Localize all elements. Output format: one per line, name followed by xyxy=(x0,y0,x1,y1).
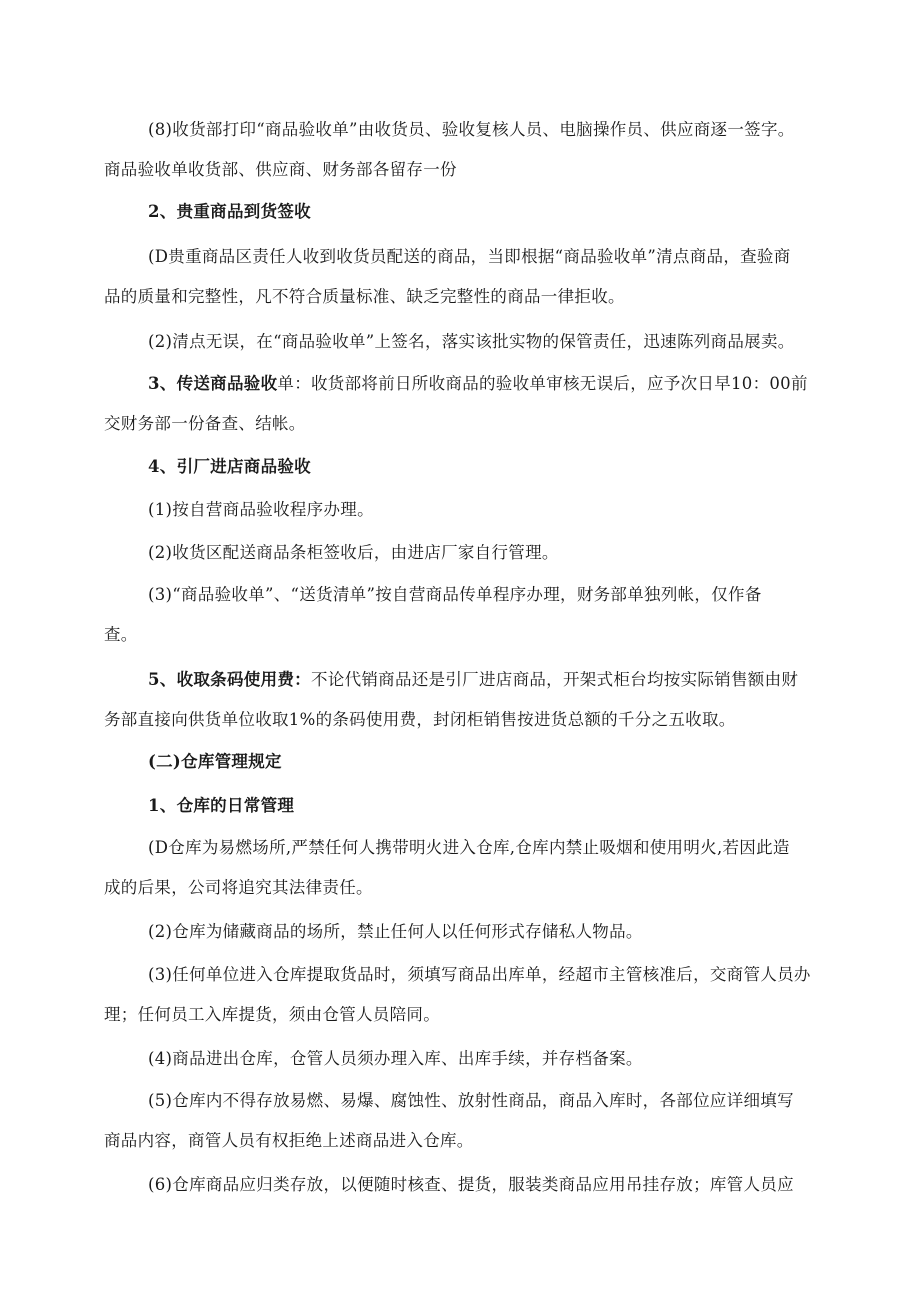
paragraph-outbound-slip xyxy=(104,955,822,1035)
heading-text: 2、贵重商品到货签收 xyxy=(148,202,311,221)
paragraph-barcode-fee xyxy=(104,660,822,740)
text-line: (4)商品进出仓库，仓管人员须办理入库、出库手续，并存档备案。 xyxy=(148,1049,643,1068)
paragraph-valuable-check xyxy=(104,237,822,317)
section-heading-warehouse xyxy=(104,742,822,782)
paragraph-vendor-3 xyxy=(104,575,822,655)
heading-text: 4、引厂进店商品验收 xyxy=(148,457,311,476)
heading-text: 1、仓库的日常管理 xyxy=(148,796,295,815)
lead-rest: 不论代销商品还是引厂进店商品，开架式柜台均按实际销售额由财 xyxy=(310,670,799,689)
text-line: (D贵重商品区责任人收到收货员配送的商品，当即根据“商品验收单”清点商品，查验商 xyxy=(148,247,791,266)
section-heading-valuable-goods xyxy=(104,192,822,232)
paragraph-fire-safety xyxy=(104,828,822,908)
section-heading-daily-management xyxy=(104,786,822,826)
text-line: 务部直接向供货单位收取1%的条码使用费，封闭柜销售按进货总额的千分之五收取。 xyxy=(104,710,736,729)
lead-rest: 单：收货部将前日所收商品的验收单审核无误后，应予次日早10：00前 xyxy=(277,374,808,393)
text-line: (2)收货区配送商品条柜签收后，由进店厂家自行管理。 xyxy=(148,543,559,562)
text-line: 成的后果，公司将追究其法律责任。 xyxy=(104,878,373,897)
text-line: 商品验收单收货部、供应商、财务部各留存一份 xyxy=(104,160,457,179)
text-line: (3)任何单位进入仓库提取货品时，须填写商品出库单，经超市主管核准后，交商管人员办 xyxy=(148,965,811,984)
paragraph-vendor-1 xyxy=(104,490,822,530)
text-line: (6)仓库商品应归类存放，以便随时核查、提货，服装类商品应用吊挂存放；库管人员应 xyxy=(148,1175,794,1194)
paragraph-in-out-records xyxy=(104,1039,822,1079)
lead-text: 5、收取条码使用费： xyxy=(148,670,311,689)
paragraph-transfer-receipt xyxy=(104,364,822,444)
text-line xyxy=(104,660,822,700)
text-line: 品的质量和完整性，凡不符合质量标准、缺乏完整性的商品一律拒收。 xyxy=(104,287,625,306)
section-heading-vendor-goods xyxy=(104,447,822,487)
paragraph-no-private xyxy=(104,912,822,952)
paragraph-receipt-sign xyxy=(104,110,822,190)
text-line: (3)“商品验收单”、“送货清单”按自营商品传单程序办理，财务部单独列帐，仅作备 xyxy=(148,585,762,604)
text-line: (5)仓库内不得存放易燃、易爆、腐蚀性、放射性商品，商品入库时，各部位应详细填写 xyxy=(148,1091,794,1110)
lead-text: 3、传送商品验收 xyxy=(148,374,278,393)
paragraph-vendor-2 xyxy=(104,533,822,573)
paragraph-storage-classify xyxy=(104,1165,822,1205)
text-line: (2)仓库为储藏商品的场所，禁止任何人以任何形式存储私人物品。 xyxy=(148,922,643,941)
text-line: (8)收货部打印“商品验收单”由收货员、验收复核人员、电脑操作员、供应商逐一签字。 xyxy=(148,120,795,139)
text-line: 商品内容，商管人员有权拒绝上述商品进入仓库。 xyxy=(104,1131,474,1150)
text-line xyxy=(104,364,822,404)
text-line: (D仓库为易燃场所,严禁任何人携带明火进入仓库,仓库内禁止吸烟和使用明火,若因此造 xyxy=(148,838,790,857)
paragraph-valuable-sign xyxy=(104,322,822,362)
paragraph-hazardous-goods xyxy=(104,1081,822,1161)
text-line: (2)清点无误，在“商品验收单”上签名，落实该批实物的保管责任，迅速陈列商品展卖。 xyxy=(148,332,795,351)
heading-text: (二)仓库管理规定 xyxy=(148,752,282,771)
text-line: 理；任何员工入库提货，须由仓管人员陪同。 xyxy=(104,1005,440,1024)
text-line: 交财务部一份备查、结帐。 xyxy=(104,414,306,433)
text-line: (1)按自营商品验收程序办理。 xyxy=(148,500,374,519)
text-line: 查。 xyxy=(104,625,138,644)
